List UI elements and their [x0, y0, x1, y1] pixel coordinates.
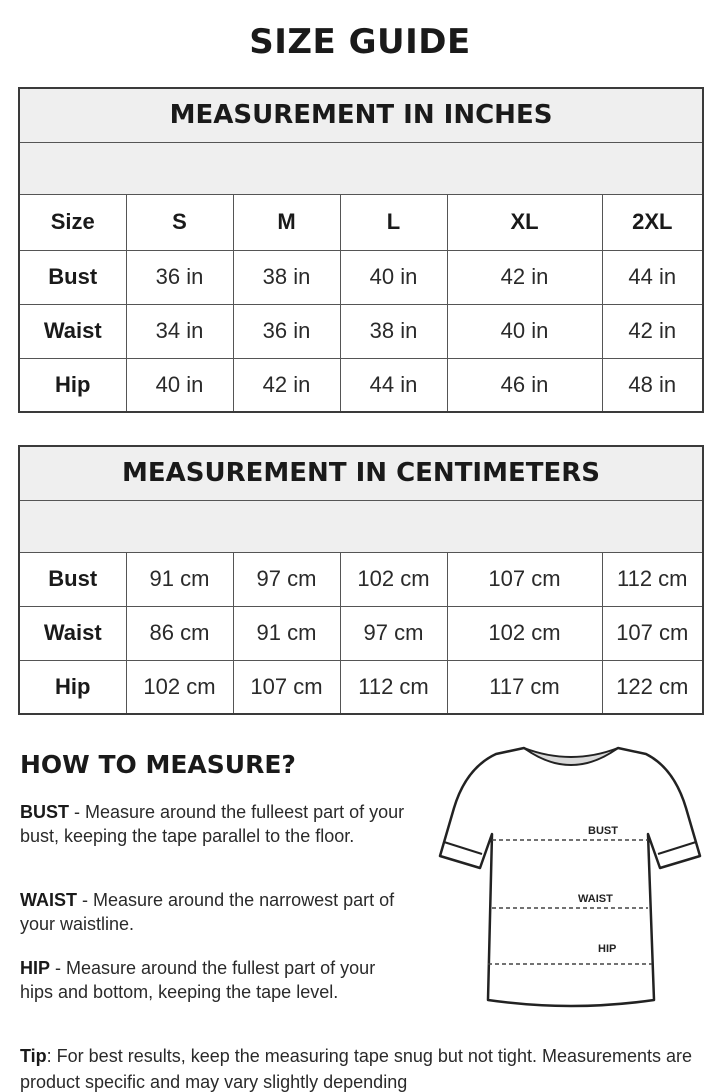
- inches-table-spacer: [19, 142, 703, 194]
- size-header-row: [19, 194, 703, 250]
- hip-instruction: [20, 956, 410, 1004]
- header-2xl: 2XL: [602, 194, 703, 250]
- bust-diagram-label: BUST: [588, 825, 618, 837]
- table-row: [19, 606, 703, 660]
- header-l: L: [340, 194, 447, 250]
- inches-size-table: [18, 87, 704, 413]
- row-label: Bust: [19, 250, 126, 304]
- table-cell: 107 cm: [602, 606, 703, 660]
- table-cell: 117 cm: [447, 660, 602, 714]
- tip-text: : For best results, keep the measuring tape snug but not tight. Measurements are product specific and may vary slightly depending: [20, 1046, 693, 1092]
- header-m: M: [233, 194, 340, 250]
- inches-table-title: MEASUREMENT IN INCHES: [19, 88, 703, 142]
- table-row: [19, 304, 703, 358]
- centimeters-size-table: [18, 445, 704, 715]
- table-cell: 122 cm: [602, 660, 703, 714]
- table-cell: 40 in: [340, 250, 447, 304]
- header-s: S: [126, 194, 233, 250]
- table-cell: 48 in: [602, 358, 703, 412]
- bust-instruction: [20, 800, 410, 848]
- header-size: Size: [19, 194, 126, 250]
- tshirt-icon: [440, 748, 700, 1006]
- table-cell: 44 in: [602, 250, 703, 304]
- table-cell: 44 in: [340, 358, 447, 412]
- waist-text: - Measure around the narrowest part of your waistline.: [20, 890, 395, 934]
- table-cell: 91 cm: [233, 606, 340, 660]
- table-cell: 40 in: [447, 304, 602, 358]
- table-row: [19, 660, 703, 714]
- bust-term: BUST: [20, 802, 69, 822]
- tip-note: [20, 1043, 710, 1092]
- table-cell: 46 in: [447, 358, 602, 412]
- table-cell: 102 cm: [126, 660, 233, 714]
- centimeters-table-title: MEASUREMENT IN CENTIMETERS: [19, 446, 703, 500]
- row-label: Waist: [19, 606, 126, 660]
- table-cell: 36 in: [233, 304, 340, 358]
- table-cell: 86 cm: [126, 606, 233, 660]
- table-cell: 42 in: [602, 304, 703, 358]
- centimeters-table-spacer: [19, 500, 703, 552]
- table-cell: 112 cm: [340, 660, 447, 714]
- bust-text: - Measure around the fulleest part of your bust, keeping the tape parallel to the floor.: [20, 802, 405, 846]
- table-cell: 36 in: [126, 250, 233, 304]
- hip-term: HIP: [20, 958, 51, 978]
- row-label: Waist: [19, 304, 126, 358]
- table-row: [19, 250, 703, 304]
- table-cell: 42 in: [233, 358, 340, 412]
- waist-instruction: [20, 888, 410, 936]
- table-cell: 102 cm: [340, 552, 447, 606]
- how-to-measure-heading: HOW TO MEASURE?: [20, 750, 296, 779]
- table-cell: 97 cm: [233, 552, 340, 606]
- hip-text: - Measure around the fullest part of your hips and bottom, keeping the tape level.: [20, 958, 376, 1002]
- waist-term: WAIST: [20, 890, 77, 910]
- table-cell: 107 cm: [233, 660, 340, 714]
- hip-diagram-label: HIP: [598, 943, 617, 955]
- table-cell: 97 cm: [340, 606, 447, 660]
- table-row: [19, 358, 703, 412]
- row-label: Hip: [19, 660, 126, 714]
- tshirt-measurement-diagram: [436, 738, 706, 1018]
- row-label: Hip: [19, 358, 126, 412]
- tip-term: Tip: [20, 1046, 47, 1066]
- page-title: SIZE GUIDE: [249, 22, 471, 62]
- header-xl: XL: [447, 194, 602, 250]
- table-cell: 102 cm: [447, 606, 602, 660]
- table-cell: 107 cm: [447, 552, 602, 606]
- table-row: [19, 552, 703, 606]
- row-label: Bust: [19, 552, 126, 606]
- table-cell: 40 in: [126, 358, 233, 412]
- table-cell: 42 in: [447, 250, 602, 304]
- waist-diagram-label: WAIST: [578, 893, 613, 905]
- table-cell: 112 cm: [602, 552, 703, 606]
- table-cell: 38 in: [340, 304, 447, 358]
- table-cell: 34 in: [126, 304, 233, 358]
- table-cell: 91 cm: [126, 552, 233, 606]
- table-cell: 38 in: [233, 250, 340, 304]
